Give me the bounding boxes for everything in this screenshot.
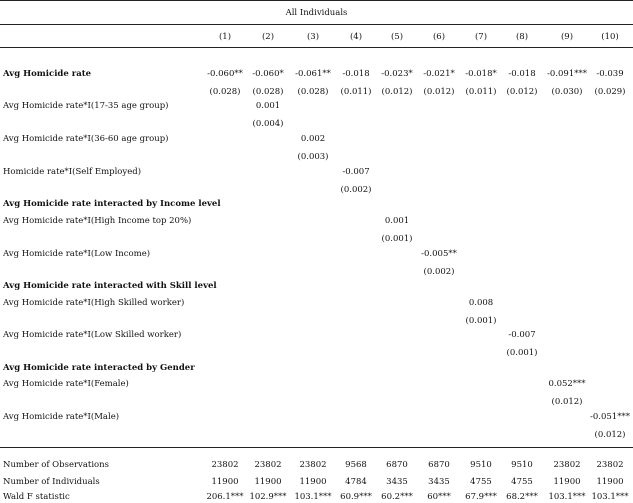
stat-label: Number of Individuals — [3, 477, 100, 487]
coefficient-cell: -0.018 — [508, 69, 536, 79]
coefficient-cell: -0.018 — [342, 69, 370, 79]
coefficient-cell: 0.002 — [300, 134, 326, 144]
column-header: (1) — [218, 32, 232, 42]
column-header: (10) — [601, 32, 619, 42]
column-header: (9) — [560, 32, 574, 42]
std-error-cell: (0.028) — [209, 87, 241, 97]
column-header: (2) — [261, 32, 275, 42]
std-error-cell: (0.012) — [381, 87, 413, 97]
coefficient-cell: -0.060* — [252, 69, 284, 79]
column-header: (3) — [306, 32, 320, 42]
stat-value: 103.1*** — [548, 492, 586, 502]
row-label: Avg Homicide rate*I(Male) — [3, 412, 120, 422]
stat-value: 23802 — [254, 460, 282, 470]
column-header: (7) — [474, 32, 488, 42]
row-label: Avg Homicide rate*I(Low Skilled worker) — [3, 330, 182, 340]
stat-value: 23802 — [211, 460, 239, 470]
std-error-cell: (0.002) — [340, 185, 372, 195]
std-error-cell: (0.001) — [465, 316, 497, 326]
std-error-cell: (0.028) — [252, 87, 284, 97]
stat-value: 23802 — [299, 460, 327, 470]
stat-label: Number of Observations — [3, 460, 109, 470]
stat-value: 11900 — [596, 477, 624, 487]
std-error-cell: (0.004) — [252, 119, 284, 129]
row-label: Avg Homicide rate*I(Female) — [3, 379, 129, 389]
coefficient-cell: -0.023* — [381, 69, 413, 79]
row-label: Avg Homicide rate — [3, 69, 92, 79]
stat-value: 102.9*** — [249, 492, 287, 502]
stat-value: 9510 — [470, 460, 492, 470]
std-error-cell: (0.011) — [340, 87, 372, 97]
stat-value: 23802 — [553, 460, 581, 470]
section-header: Avg Homicide rate interacted with Skill level — [3, 281, 217, 291]
std-error-cell: (0.012) — [551, 397, 583, 407]
coefficient-cell: -0.007 — [508, 330, 536, 340]
stat-value: 11900 — [254, 477, 282, 487]
stat-value: 3435 — [386, 477, 408, 487]
stat-label: Wald F statistic — [3, 492, 70, 502]
title-rule — [0, 24, 633, 25]
column-header: (6) — [432, 32, 446, 42]
std-error-cell: (0.012) — [506, 87, 538, 97]
coefficient-cell: -0.021* — [423, 69, 455, 79]
coefficient-cell: -0.018* — [465, 69, 497, 79]
std-error-cell: (0.011) — [465, 87, 497, 97]
row-label: Avg Homicide rate*I(Low Income) — [3, 249, 151, 259]
column-header: (5) — [390, 32, 404, 42]
header-rule — [0, 47, 633, 48]
stat-value: 4784 — [345, 477, 367, 487]
std-error-cell: (0.012) — [594, 430, 626, 440]
coefficient-cell: -0.060** — [207, 69, 243, 79]
stat-value: 60.9*** — [340, 492, 372, 502]
coefficient-cell: -0.051*** — [590, 412, 630, 422]
row-label: Avg Homicide rate*I(36-60 age group) — [3, 134, 169, 144]
top-rule — [0, 0, 633, 1]
stat-value: 67.9*** — [465, 492, 497, 502]
stat-value: 9568 — [345, 460, 367, 470]
row-label: Avg Homicide rate*I(High Income top 20%) — [3, 216, 192, 226]
column-header: (4) — [349, 32, 363, 42]
panel-title: All Individuals — [285, 8, 348, 18]
std-error-cell: (0.030) — [551, 87, 583, 97]
stat-value: 60.2*** — [381, 492, 413, 502]
std-error-cell: (0.003) — [297, 152, 329, 162]
stat-value: 103.1*** — [591, 492, 629, 502]
coefficient-cell: 0.001 — [255, 101, 281, 111]
stats-rule — [0, 447, 633, 448]
std-error-cell: (0.001) — [381, 234, 413, 244]
stat-value: 23802 — [596, 460, 624, 470]
row-label: Avg Homicide rate*I(17-35 age group) — [3, 101, 169, 111]
section-header: Avg Homicide rate interacted by Income level — [3, 199, 221, 209]
std-error-cell: (0.002) — [423, 267, 455, 277]
stat-value: 11900 — [553, 477, 581, 487]
coefficient-cell: -0.007 — [342, 167, 370, 177]
coefficient-cell: 0.008 — [468, 298, 494, 308]
std-error-cell: (0.028) — [297, 87, 329, 97]
coefficient-cell: -0.039 — [596, 69, 624, 79]
coefficient-cell: -0.061** — [295, 69, 331, 79]
stat-value: 11900 — [211, 477, 239, 487]
coefficient-cell: 0.001 — [384, 216, 410, 226]
stat-value: 9510 — [511, 460, 533, 470]
std-error-cell: (0.029) — [594, 87, 626, 97]
row-label: Homicide rate*I(Self Employed) — [3, 167, 142, 177]
coefficient-cell: -0.091*** — [547, 69, 587, 79]
coefficient-cell: -0.005** — [421, 249, 457, 259]
coefficient-cell: 0.052*** — [548, 379, 586, 389]
stat-value: 11900 — [299, 477, 327, 487]
stat-value: 60*** — [427, 492, 451, 502]
stat-value: 4755 — [470, 477, 492, 487]
stat-value: 68.2*** — [506, 492, 538, 502]
std-error-cell: (0.001) — [506, 348, 538, 358]
row-label: Avg Homicide rate*I(High Skilled worker) — [3, 298, 185, 308]
stat-value: 206.1*** — [206, 492, 244, 502]
std-error-cell: (0.012) — [423, 87, 455, 97]
section-header: Avg Homicide rate interacted by Gender — [3, 363, 195, 373]
stat-value: 6870 — [428, 460, 450, 470]
stat-value: 6870 — [386, 460, 408, 470]
stat-value: 103.1*** — [294, 492, 332, 502]
column-header: (8) — [515, 32, 529, 42]
stat-value: 4755 — [511, 477, 533, 487]
stat-value: 3435 — [428, 477, 450, 487]
